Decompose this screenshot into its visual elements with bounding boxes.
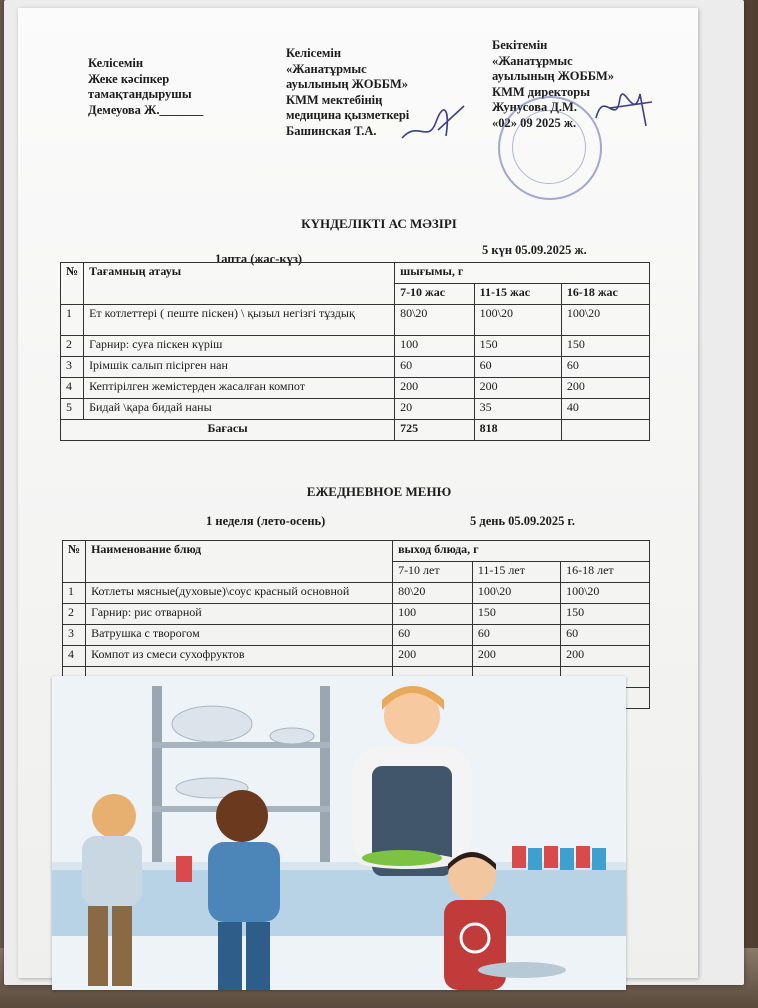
header-left-line: тамақтандырушы bbox=[88, 87, 192, 101]
cafeteria-scene bbox=[52, 676, 626, 990]
cafeteria-illustration bbox=[52, 676, 626, 990]
col-yield: выход блюда, г bbox=[393, 541, 650, 562]
yield-value: 200 bbox=[561, 646, 650, 667]
row-num: 4 bbox=[61, 378, 84, 399]
col-num: № bbox=[63, 541, 86, 583]
dish-name: Кептірілген жемістерден жасалған компот bbox=[84, 378, 395, 399]
table-row bbox=[63, 646, 650, 667]
row-num: 1 bbox=[63, 583, 86, 604]
yield-value: 35 bbox=[474, 399, 561, 420]
price-empty bbox=[561, 420, 649, 441]
row-num: 4 bbox=[63, 646, 86, 667]
age-group: 11-15 лет bbox=[472, 562, 560, 583]
yield-value: 60 bbox=[561, 357, 649, 378]
yield-value: 60 bbox=[395, 357, 475, 378]
yield-value: 100 bbox=[393, 604, 473, 625]
yield-value: 100\20 bbox=[561, 305, 649, 336]
shelf-post bbox=[320, 686, 330, 886]
age-group: 11-15 жас bbox=[474, 284, 561, 305]
header-right-line: Жунусова Д.М. bbox=[492, 100, 577, 114]
kz-menu-title: КҮНДЕЛІКТІ АС МӘЗІРІ bbox=[301, 216, 457, 231]
table-row bbox=[61, 399, 650, 420]
header-middle-approval bbox=[286, 46, 409, 139]
col-num: № bbox=[61, 263, 84, 305]
dish-name: Компот из смеси сухофруктов bbox=[86, 646, 393, 667]
table-header-row bbox=[61, 263, 650, 284]
yield-value: 20 bbox=[395, 399, 475, 420]
price-value: 725 bbox=[395, 420, 475, 441]
yield-value: 200 bbox=[393, 646, 473, 667]
yield-value: 80\20 bbox=[393, 583, 473, 604]
dish-name: Бидай \қара бидай наны bbox=[84, 399, 395, 420]
table-row bbox=[61, 305, 650, 336]
yield-value: 150 bbox=[472, 604, 560, 625]
col-dish-name: Тағамның атауы bbox=[84, 263, 395, 305]
header-right-line: ауылының ЖОББМ» bbox=[492, 69, 615, 83]
food-tray-icon bbox=[362, 850, 442, 866]
row-num: 3 bbox=[63, 625, 86, 646]
yield-value: 80\20 bbox=[395, 305, 475, 336]
shelf-post bbox=[152, 686, 162, 886]
dish-name: Ірімшік салып пісірген нан bbox=[84, 357, 395, 378]
yield-value: 100\20 bbox=[561, 583, 650, 604]
yield-value: 150 bbox=[561, 604, 650, 625]
official-stamp bbox=[498, 96, 602, 200]
ru-day-label: 5 день 05.09.2025 г. bbox=[470, 514, 575, 528]
row-num: 2 bbox=[61, 336, 84, 357]
yield-value: 60 bbox=[472, 625, 560, 646]
yield-value: 150 bbox=[561, 336, 649, 357]
yield-value: 100 bbox=[395, 336, 475, 357]
yield-value: 150 bbox=[474, 336, 561, 357]
dish-name: Ет котлеттері ( пеште піскен) \ қызыл негізгі тұздық bbox=[84, 305, 395, 336]
age-group: 7-10 жас bbox=[395, 284, 475, 305]
header-right-line: КММ директоры bbox=[492, 84, 590, 99]
yield-value: 200 bbox=[561, 378, 649, 399]
table-row bbox=[61, 378, 650, 399]
yield-value: 200 bbox=[395, 378, 475, 399]
row-num: 1 bbox=[61, 305, 84, 336]
table-row bbox=[63, 604, 650, 625]
header-middle-line: Келісемін bbox=[286, 46, 342, 60]
row-num: 2 bbox=[63, 604, 86, 625]
dish-name: Ватрушка с творогом bbox=[86, 625, 393, 646]
table-row bbox=[61, 357, 650, 378]
yield-value: 60 bbox=[561, 625, 650, 646]
header-left-line: Демеуова Ж._______ bbox=[88, 102, 204, 117]
age-group: 16-18 лет bbox=[561, 562, 650, 583]
header-middle-line: КММ мектебінің bbox=[286, 92, 383, 107]
row-num: 3 bbox=[61, 357, 84, 378]
yield-value: 200 bbox=[474, 378, 561, 399]
header-middle-line: ауылының ЖОББМ» bbox=[286, 77, 409, 91]
director-signature bbox=[590, 78, 660, 134]
dish-name: Котлеты мясные(духовые)\соус красный основной bbox=[86, 583, 393, 604]
table-row bbox=[63, 583, 650, 604]
table-row bbox=[61, 336, 650, 357]
yield-value: 100\20 bbox=[474, 305, 561, 336]
header-middle-line: Башинская Т.А. bbox=[286, 123, 377, 138]
header-right-line: Бекітемін bbox=[492, 38, 548, 52]
row-num: 5 bbox=[61, 399, 84, 420]
header-left-line: Келісемін bbox=[88, 56, 144, 70]
table-row bbox=[63, 625, 650, 646]
medic-signature bbox=[398, 100, 468, 148]
yield-value: 60 bbox=[393, 625, 473, 646]
ru-week-label: 1 неделя (лето-осень) bbox=[206, 514, 326, 528]
header-right-line: «02» 09 2025 ж. bbox=[492, 115, 577, 130]
header-left-line: Жеке кәсіпкер bbox=[88, 71, 170, 86]
col-yield: шығымы, г bbox=[395, 263, 650, 284]
yield-value: 100\20 bbox=[472, 583, 560, 604]
header-middle-line: «Жанатұрмыс bbox=[286, 61, 367, 76]
dish-name: Гарнир: суға піскен күріш bbox=[84, 336, 395, 357]
price-value: 818 bbox=[474, 420, 561, 441]
age-group: 7-10 лет bbox=[393, 562, 473, 583]
yield-value: 40 bbox=[561, 399, 649, 420]
yield-value: 200 bbox=[472, 646, 560, 667]
dish-name: Гарнир: рис отварной bbox=[86, 604, 393, 625]
col-dish-name: Наименование блюд bbox=[86, 541, 393, 583]
header-middle-line: медицина қызметкері bbox=[286, 108, 410, 122]
header-right-line: «Жанатұрмыс bbox=[492, 53, 573, 68]
ru-menu-title: ЕЖЕДНЕВНОЕ МЕНЮ bbox=[306, 484, 452, 499]
yield-value: 60 bbox=[474, 357, 561, 378]
age-group: 16-18 жас bbox=[561, 284, 649, 305]
kz-menu-table bbox=[60, 262, 650, 441]
price-row bbox=[61, 420, 650, 441]
header-left-approval bbox=[88, 56, 203, 118]
kz-day-label: 5 күн 05.09.2025 ж. bbox=[482, 243, 587, 257]
kz-week-label: 1апта (жас-күз) bbox=[215, 252, 303, 266]
price-label: Бағасы bbox=[61, 420, 395, 441]
table-header-row bbox=[63, 541, 650, 562]
